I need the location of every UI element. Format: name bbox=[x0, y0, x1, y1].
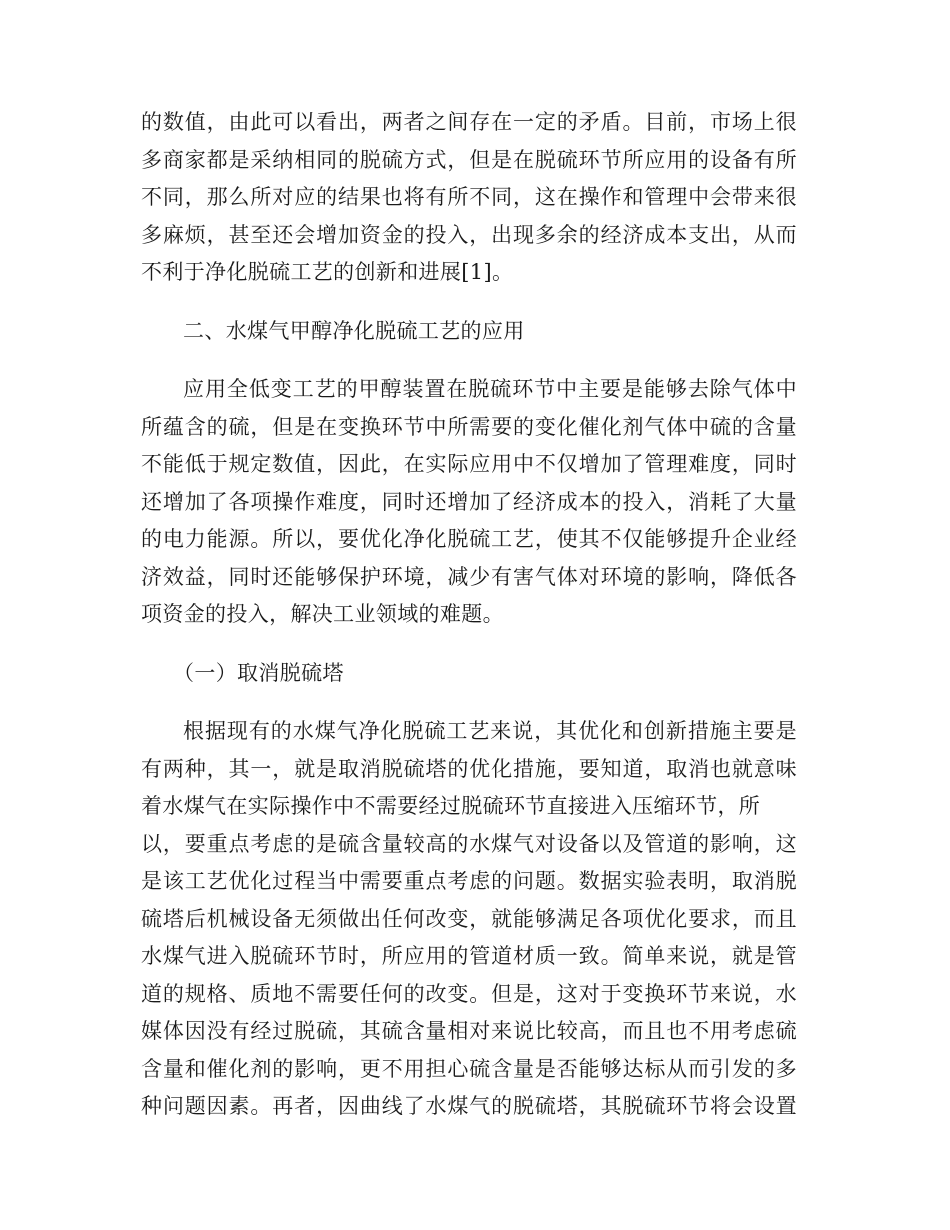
paragraph-3 bbox=[141, 713, 797, 1126]
text-line: 所蕴含的硫，但是在变换环节中所需要的变化催化剂气体中硫的含量 bbox=[141, 414, 797, 439]
text-line: 多麻烦，甚至还会增加资金的投入，出现多余的经济成本支出，从而 bbox=[141, 222, 797, 247]
text-line: 水煤气进入脱硫环节时，所应用的管道材质一致。简单来说，就是管 bbox=[141, 944, 797, 968]
text-line: 种问题因素。再者，因曲线了水煤气的脱硫塔，其脱硫环节将会设置 bbox=[141, 1094, 797, 1118]
subsection-heading: （一）取消脱硫塔 bbox=[173, 660, 344, 685]
text-line: 是该工艺优化过程当中需要重点考虑的问题。数据实验表明，取消脱 bbox=[141, 869, 797, 893]
text-line: 不能低于规定数值，因此，在实际应用中不仅增加了管理难度，同时 bbox=[141, 452, 797, 476]
text-line: 含量和催化剂的影响，更不用担心硫含量是否能够达标从而引发的多 bbox=[141, 1056, 797, 1081]
text-line: 道的规格、质地不需要任何的改变。但是，这对于变换环节来说，水 bbox=[141, 981, 797, 1006]
text-line: 根据现有的水煤气净化脱硫工艺来说，其优化和创新措施主要是 bbox=[183, 719, 797, 743]
text-line: 应用全低变工艺的甲醇装置在脱硫环节中主要是能够去除气体中 bbox=[183, 377, 797, 401]
text-line: 济效益，同时还能够保护环境，减少有害气体对环境的影响，降低各 bbox=[141, 564, 797, 589]
text-line: 有两种，其一，就是取消脱硫塔的优化措施，要知道，取消也就意味 bbox=[141, 756, 797, 781]
text-line: 的电力能源。所以，要优化净化脱硫工艺，使其不仅能够提升企业经 bbox=[141, 527, 797, 551]
text-line: 媒体因没有经过脱硫，其硫含量相对来说比较高，而且也不用考虑硫 bbox=[141, 1019, 797, 1043]
paragraph-2 bbox=[141, 371, 797, 634]
text-line: 的数值，由此可以看出，两者之间存在一定的矛盾。目前，市场上很 bbox=[141, 110, 797, 134]
text-line: 着水煤气在实际操作中不需要经过脱硫环节直接进入压缩环节，所 bbox=[141, 794, 761, 818]
text-line: 以，要重点考虑的是硫含量较高的水煤气对设备以及管道的影响，这 bbox=[141, 831, 797, 856]
paragraph-1 bbox=[141, 104, 797, 292]
section-heading: 二、水煤气甲醇净化脱硫工艺的应用 bbox=[183, 318, 525, 343]
text-line: 不利于净化脱硫工艺的创新和进展[1]。 bbox=[141, 260, 514, 284]
text-line: 不同，那么所对应的结果也将有所不同，这在操作和管理中会带来很 bbox=[141, 185, 797, 209]
text-line: 项资金的投入，解决工业领域的难题。 bbox=[141, 602, 504, 626]
text-line: 多商家都是采纳相同的脱硫方式，但是在脱硫环节所应用的设备有所 bbox=[141, 147, 797, 172]
document-page bbox=[141, 104, 797, 1126]
text-line: 硫塔后机械设备无须做出任何改变，就能够满足各项优化要求，而且 bbox=[141, 906, 797, 931]
text-line: 还增加了各项操作难度，同时还增加了经济成本的投入，消耗了大量 bbox=[141, 489, 797, 514]
